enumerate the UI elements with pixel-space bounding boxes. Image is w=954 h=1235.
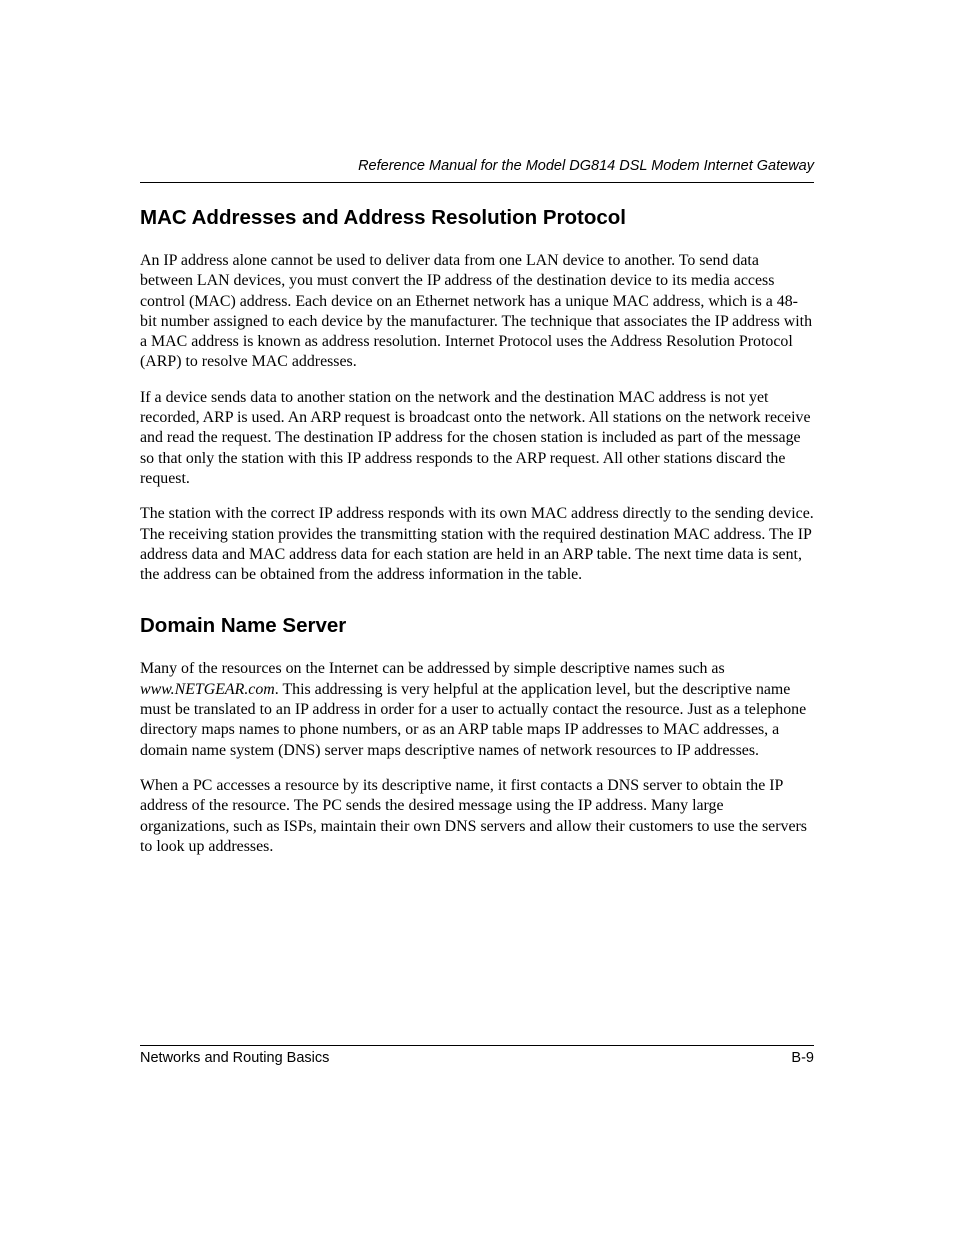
paragraph: An IP address alone cannot be used to deliver data from one LAN device to another. To send data between LAN devices, you must convert the IP address of the destination device to its media access control (MAC) address. Each device on an Ethernet network has a unique MAC address, which is a 48-bit number assigned to each device by the manufacturer. The technique that associates the IP address with a MAC address is known as address resolution. Internet Protocol uses the Address Resolution Protocol (ARP) to resolve MAC addresses. — [140, 252, 813, 371]
paragraph: The station with the correct IP address responds with its own MAC address directly to the sending device. The receiving station provides the transmitting station with the required destination MAC address. The IP address data and MAC address data for each station are held in an ARP table. The next time data is sent, the address can be obtained from the address information in the table. — [140, 505, 814, 584]
section-heading-mac: MAC Addresses and Address Resolution Protocol — [140, 206, 627, 229]
paragraph: When a PC accesses a resource by its descriptive name, it first contacts a DNS server to obtain the IP address of the resource. The PC sends the desired message using the IP address. Many large organizations, such as ISPs, maintain their own DNS servers and allow their customers to use the servers to look up addresses. — [140, 776, 807, 855]
website-reference: www.NETGEAR.com — [140, 680, 275, 698]
running-header — [140, 156, 814, 183]
section-heading-dns: Domain Name Server — [140, 614, 347, 638]
page-body — [140, 203, 814, 857]
paragraph — [140, 659, 814, 760]
footer-section-title: Networks and Routing Basics — [140, 1050, 330, 1066]
running-footer — [140, 1045, 814, 1068]
paragraph: If a device sends data to another station on the network and the destination MAC address is not yet recorded, ARP is used. An ARP request is broadcast onto the network. All stations on the network receive and read the request. The destination IP address for the chosen station is included as part of the message so that only the station with this IP address responds to the ARP request. All other stations discard the request. — [140, 388, 811, 487]
manual-title: Reference Manual for the Model DG814 DSL Modem Internet Gateway — [358, 158, 814, 174]
paragraph-text: Many of the resources on the Internet can be addressed by simple descriptive names such as — [140, 660, 725, 678]
page-number: B-9 — [791, 1050, 814, 1066]
paragraph-text: . This addressing is very helpful at the application level, but the descriptive name must be translated to an IP address in order for a user to actually contact the resource. Just as a telephone directory maps names to phone numbers, or as an ARP table maps IP addresses to MAC addresses, a domain name system (DNS) server maps descriptive names of network resources to IP addresses. — [140, 680, 807, 759]
